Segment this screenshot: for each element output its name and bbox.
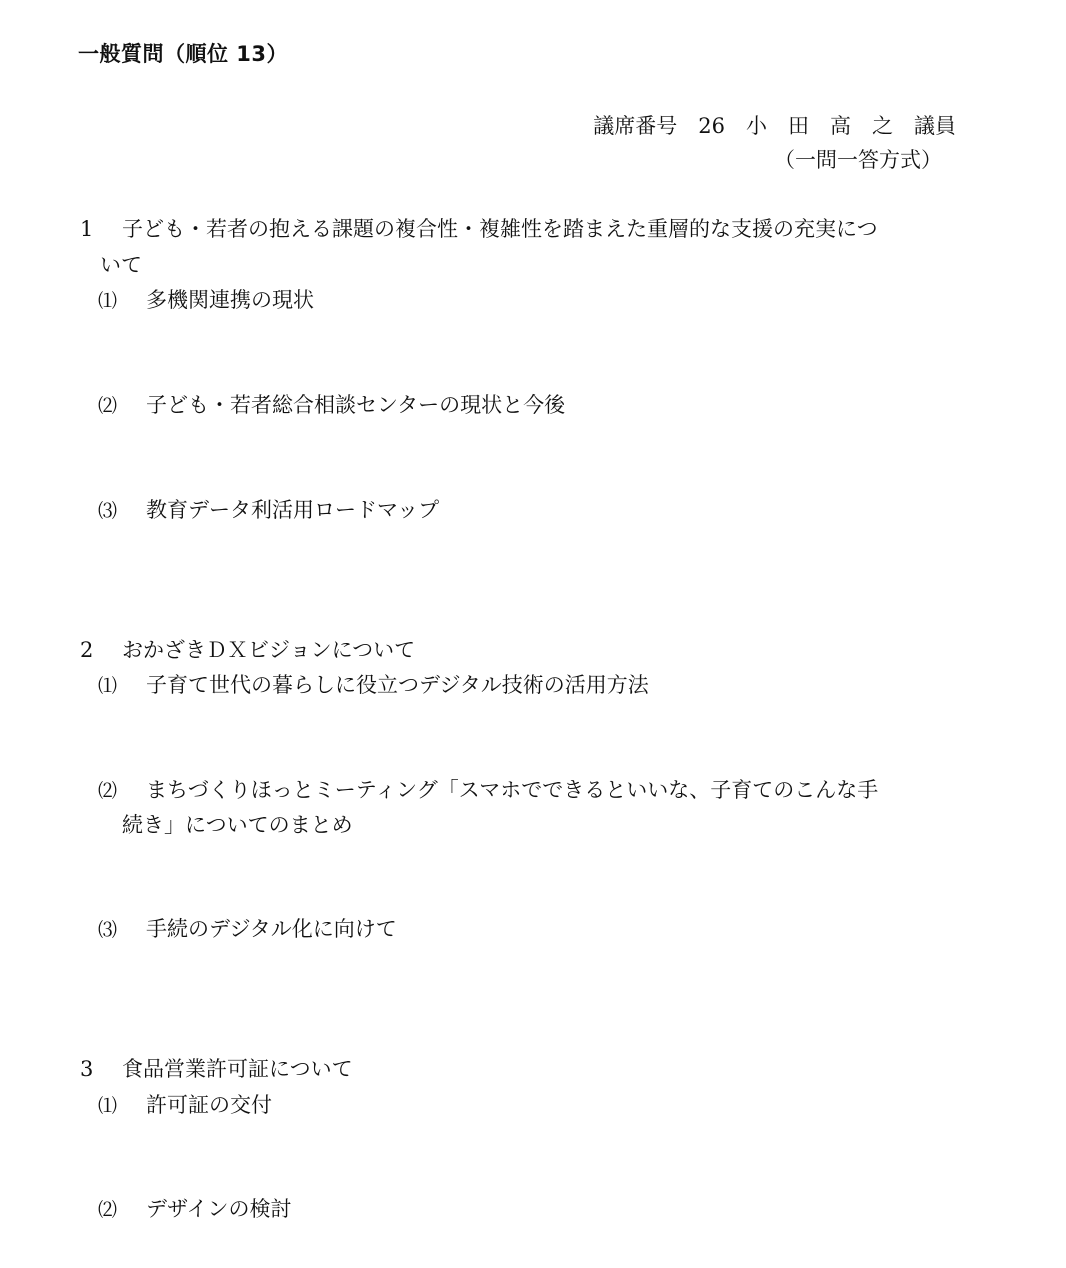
topic-3 <box>80 1055 353 1083</box>
subtopic-3-1 <box>98 1091 272 1120</box>
subtopic-2-1 <box>98 671 649 700</box>
subtopic-2-3 <box>98 915 397 944</box>
subtopic-1-2 <box>98 391 565 420</box>
topic-2 <box>80 636 415 664</box>
topic-number: 1 <box>80 217 94 241</box>
subtopic-number: ⑵ <box>98 780 118 802</box>
topic-1-continuation: いて <box>100 253 142 277</box>
subtopic-text: 手続のデジタル化に向けて <box>146 917 397 941</box>
subtopic-number: ⑴ <box>98 1095 118 1117</box>
member-info: 議席番号 26 小 田 高 之 議員 <box>593 114 956 138</box>
subtopic-2-2-continuation: 続き」についてのまとめ <box>122 813 353 837</box>
topic-number: 2 <box>80 638 94 662</box>
subtopic-1-1 <box>98 286 314 315</box>
subtopic-1-3 <box>98 496 439 525</box>
subtopic-text: 教育データ利活用ロードマップ <box>146 498 440 522</box>
page-header: 一般質問（順位 13） <box>78 42 289 66</box>
subtopic-text: 子ども・若者総合相談センターの現状と今後 <box>146 393 566 417</box>
subtopic-text: まちづくりほっとミーティング「スマホでできるといいな、子育てのこんな手 <box>146 778 879 802</box>
topic-1 <box>80 215 878 243</box>
subtopic-2-2 <box>98 776 878 805</box>
subtopic-text: 子育て世代の暮らしに役立つデジタル技術の活用方法 <box>146 673 649 697</box>
subtopic-number: ⑶ <box>98 919 118 941</box>
topic-title: 子ども・若者の抱える課題の複合性・複雑性を踏まえた重層的な支援の充実につ <box>122 217 878 241</box>
subtopic-number: ⑴ <box>98 675 118 697</box>
topic-number: 3 <box>80 1057 94 1081</box>
subtopic-number: ⑶ <box>98 500 118 522</box>
subtopic-number: ⑵ <box>98 1199 118 1221</box>
topic-title: おかざきＤＸビジョンについて <box>122 638 416 662</box>
subtopic-text: 許可証の交付 <box>146 1093 272 1117</box>
subtopic-number: ⑵ <box>98 395 118 417</box>
topic-title: 食品営業許可証について <box>122 1057 353 1081</box>
subtopic-text: デザインの検討 <box>146 1197 292 1221</box>
subtopic-number: ⑴ <box>98 290 118 312</box>
subtopic-3-2 <box>98 1195 292 1224</box>
subtopic-text: 多機関連携の現状 <box>146 288 314 312</box>
question-method: （一問一答方式） <box>774 148 942 172</box>
